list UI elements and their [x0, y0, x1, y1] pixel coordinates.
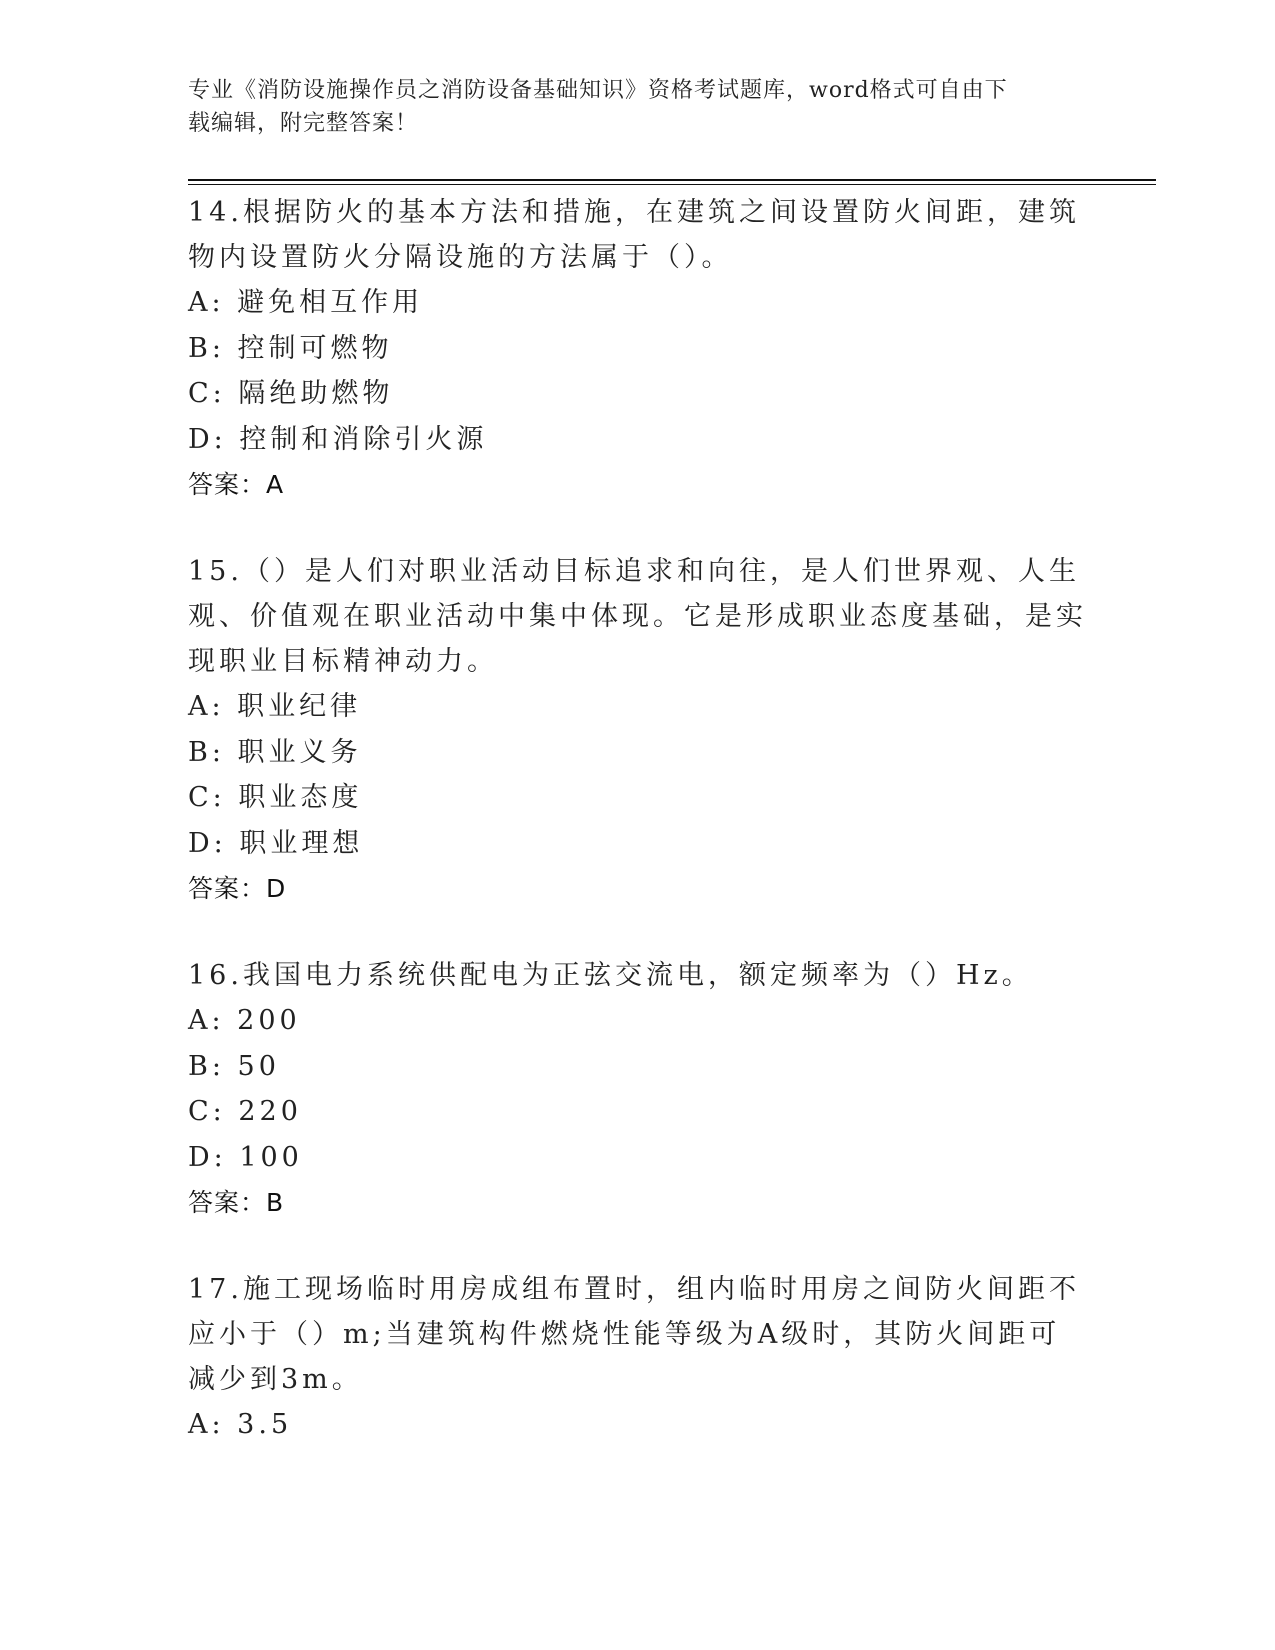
header-divider-thick — [188, 179, 1156, 181]
question-block — [188, 190, 1088, 508]
option-a: A: 避免相互作用 — [188, 287, 424, 318]
option-d: D: 100 — [188, 1141, 303, 1173]
document-header — [188, 74, 1088, 140]
question-stem: 15.（）是人们对职业活动目标追求和向往，是人们世界观、人生观、价值观在职业活动中集中体现。它是形成职业态度基础，是实现职业目标精神动力。 — [188, 556, 1087, 677]
header-line-2: 载编辑，附完整答案！ — [188, 111, 419, 136]
option-d: D: 控制和消除引火源 — [188, 423, 488, 455]
option-a: A: 职业纪律 — [188, 691, 362, 722]
option-a: A: 200 — [188, 1005, 301, 1036]
option-c: C: 220 — [188, 1096, 302, 1127]
question-list — [188, 190, 1088, 1489]
header-divider-thin — [188, 184, 1156, 185]
answer-line: 答案：B — [188, 1188, 285, 1217]
question-stem: 14.根据防火的基本方法和措施，在建筑之间设置防火间距，建筑物内设置防火分隔设施的方法属于（）。 — [188, 197, 1080, 273]
option-c: C: 隔绝助燃物 — [188, 378, 394, 409]
question-block — [188, 953, 1088, 1226]
option-b: B: 职业义务 — [188, 736, 362, 768]
option-b: B: 控制可燃物 — [188, 332, 393, 364]
option-d: D: 职业理想 — [188, 827, 364, 859]
option-a: A: 3.5 — [188, 1409, 293, 1440]
option-c: C: 职业态度 — [188, 782, 363, 813]
header-line-1: 专业《消防设施操作员之消防设备基础知识》资格考试题库，word格式可自由下 — [188, 78, 1008, 103]
question-block — [188, 549, 1088, 912]
answer-line: 答案：D — [188, 874, 287, 903]
question-block — [188, 1267, 1088, 1448]
question-stem: 17.施工现场临时用房成组布置时，组内临时用房之间防火间距不应小于（）m;当建筑构件燃烧性能等级为A级时，其防火间距可减少到3m。 — [188, 1274, 1080, 1395]
question-stem: 16.我国电力系统供配电为正弦交流电，额定频率为（）Hz。 — [188, 960, 1033, 991]
option-b: B: 50 — [188, 1050, 280, 1082]
answer-line: 答案：A — [188, 470, 285, 499]
